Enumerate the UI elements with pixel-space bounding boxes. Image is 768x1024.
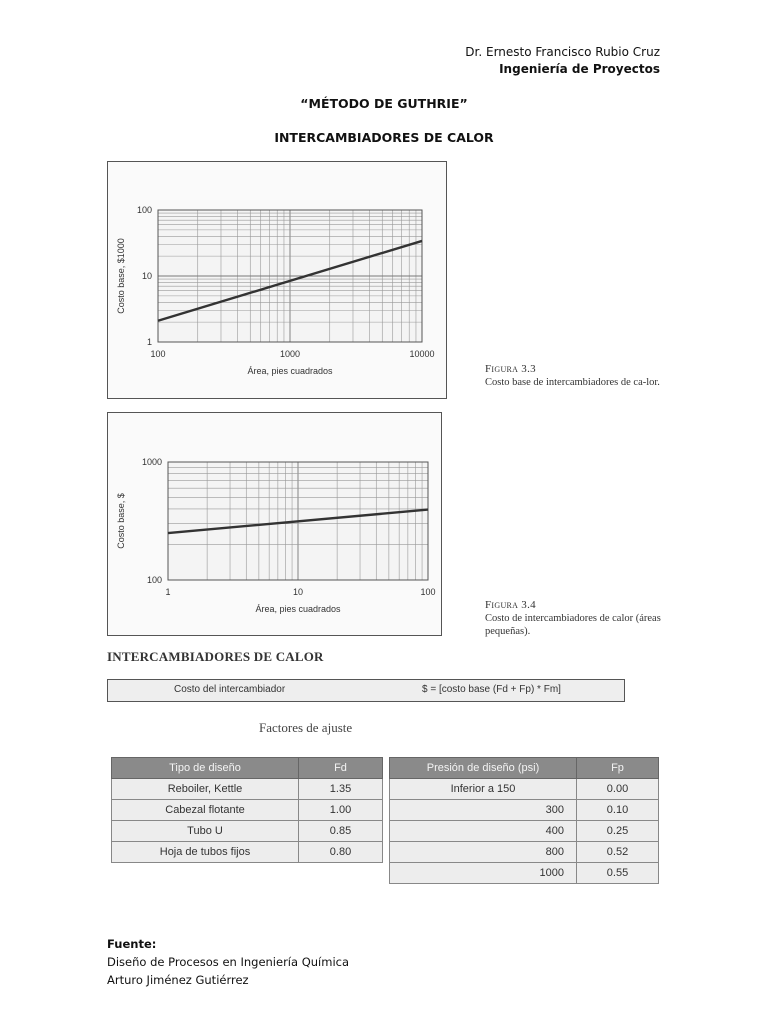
fp-table <box>389 757 659 884</box>
y-tick-label: 10 <box>141 271 152 281</box>
y-tick-label: 1 <box>146 337 152 347</box>
table-row <box>390 779 659 800</box>
table-cell: 0.85 <box>299 821 383 842</box>
table-row <box>112 779 383 800</box>
document-title: “MÉTODO DE GUTHRIE” <box>300 96 468 111</box>
table-cell: 400 <box>390 821 577 842</box>
table-cell: 300 <box>390 800 577 821</box>
cost-label: Costo del intercambiador <box>174 684 286 695</box>
x-axis-label: Área, pies cuadrados <box>255 604 341 614</box>
table-cell: 0.25 <box>577 821 659 842</box>
source-block <box>107 935 349 989</box>
y-axis-label: Costo base, $ <box>116 493 126 549</box>
chart-3-3-svg <box>108 162 446 398</box>
table-cell: 1.00 <box>299 800 383 821</box>
figure-3-4-text: Costo de intercambiadores de calor (áreas pequeñas). <box>485 613 661 637</box>
y-tick-label: 100 <box>136 205 152 215</box>
chart-3-4-svg <box>108 413 441 635</box>
table-cell: 0.52 <box>577 842 659 863</box>
factors-heading: Factores de ajuste <box>259 720 353 735</box>
author-block <box>465 44 660 78</box>
fd-header-fd: Fd <box>299 758 383 779</box>
fd-header-type: Tipo de diseño <box>112 758 299 779</box>
table-cell: 0.55 <box>577 863 659 884</box>
table-cell: 0.10 <box>577 800 659 821</box>
source-book: Diseño de Procesos en Ingeniería Química <box>107 955 350 969</box>
x-axis-label: Área, pies cuadrados <box>247 366 333 376</box>
fd-table-header-row <box>112 758 383 779</box>
chart-3-3 <box>107 161 447 399</box>
y-tick-label: 1000 <box>141 457 162 467</box>
y-tick-label: 100 <box>146 575 162 585</box>
source-author: Arturo Jiménez Gutiérrez <box>107 973 249 987</box>
table-row <box>112 800 383 821</box>
table-cell: Inferior a 150 <box>390 779 577 800</box>
table-row <box>390 863 659 884</box>
table-row <box>112 842 383 863</box>
document-subtitle: INTERCAMBIADORES DE CALOR <box>274 130 494 145</box>
x-tick-label: 1 <box>165 587 171 597</box>
author-name: Dr. Ernesto Francisco Rubio Cruz <box>465 45 660 59</box>
x-tick-label: 10 <box>292 587 304 597</box>
table-cell: Tubo U <box>112 821 299 842</box>
table-cell: Reboiler, Kettle <box>112 779 299 800</box>
x-tick-label: 1000 <box>279 349 301 359</box>
table-cell: 0.00 <box>577 779 659 800</box>
table-cell: 1.35 <box>299 779 383 800</box>
fp-header-fp: Fp <box>577 758 659 779</box>
fd-table <box>111 757 383 863</box>
cost-formula-box <box>107 679 625 702</box>
cost-formula: $ = [costo base (Fd + Fp) * Fm] <box>422 684 561 695</box>
source-heading: Fuente: <box>107 937 157 951</box>
x-tick-label: 100 <box>420 587 436 597</box>
table-cell: Hoja de tubos fijos <box>112 842 299 863</box>
table-row <box>112 821 383 842</box>
fp-table-header-row <box>390 758 659 779</box>
x-tick-label: 100 <box>150 349 166 359</box>
y-axis-label: Costo base, $1000 <box>116 238 126 314</box>
chart-3-4 <box>107 412 442 636</box>
table-cell: Cabezal flotante <box>112 800 299 821</box>
section-heading: INTERCAMBIADORES DE CALOR <box>107 649 324 664</box>
fp-header-pressure: Presión de diseño (psi) <box>390 758 577 779</box>
figure-3-3-text: Costo base de intercambiadores de ca-lor. <box>485 377 660 388</box>
figure-3-4-number: Figura 3.4 <box>485 599 536 611</box>
table-row <box>390 800 659 821</box>
table-cell: 0.80 <box>299 842 383 863</box>
table-row <box>390 842 659 863</box>
table-cell: 1000 <box>390 863 577 884</box>
author-role: Ingeniería de Proyectos <box>499 62 660 76</box>
table-cell: 800 <box>390 842 577 863</box>
table-row <box>390 821 659 842</box>
figure-3-3-caption <box>485 363 665 389</box>
x-tick-label: 10000 <box>409 349 435 359</box>
figure-3-3-number: Figura 3.3 <box>485 363 536 375</box>
figure-3-4-caption <box>485 599 665 638</box>
